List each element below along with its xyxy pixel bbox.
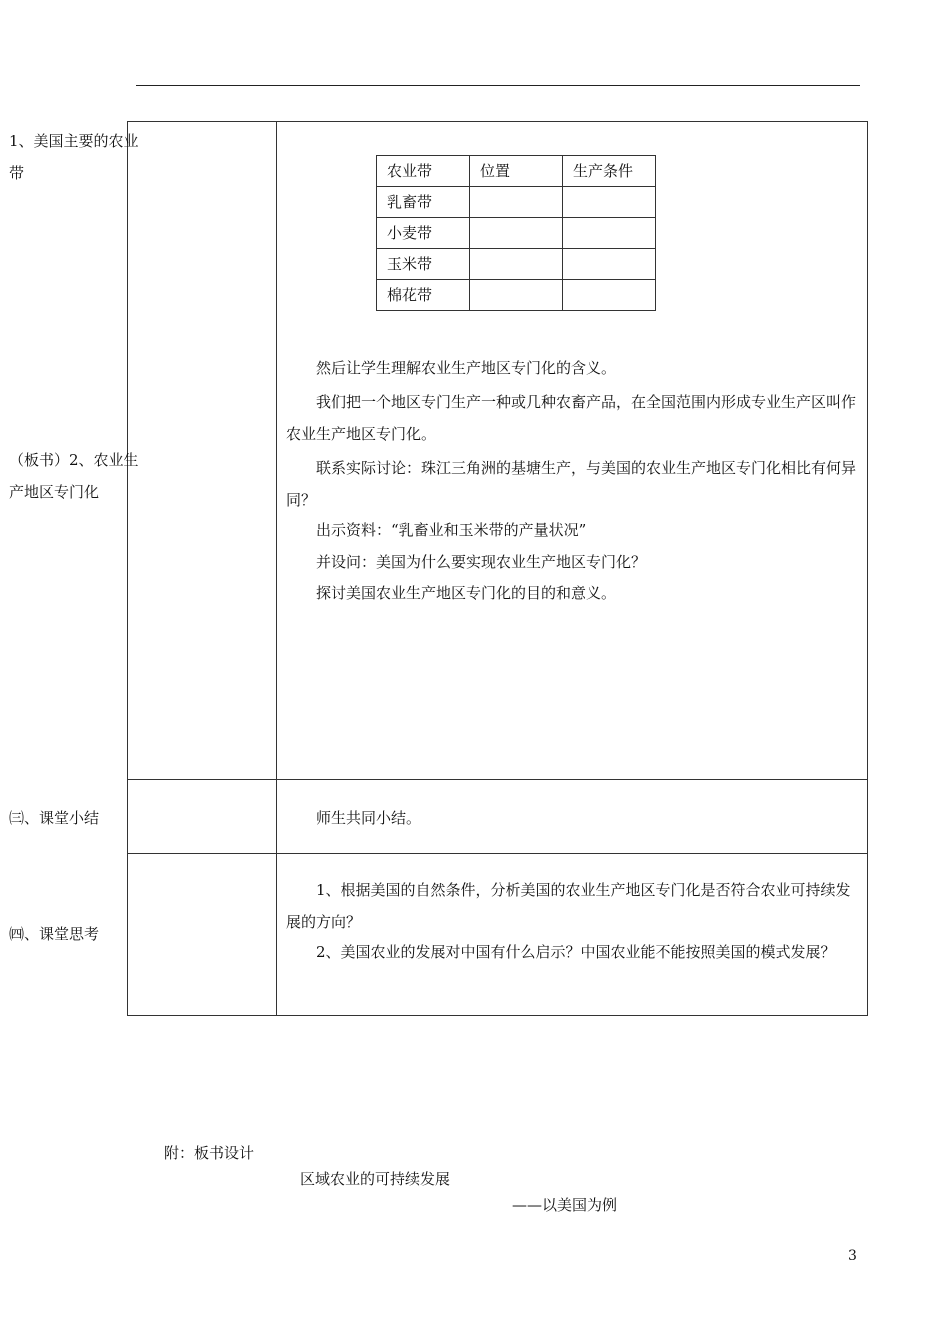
empty-cell [470,187,563,218]
belt-table-header-row [377,156,656,187]
belt-table-row [377,187,656,218]
empty-cell [563,187,656,218]
board-design-note: 附：板书设计 [164,1144,255,1162]
body-paragraph: 并设问：美国为什么要实现农业生产地区专门化？ [316,553,647,571]
board-design-title: 区域农业的可持续发展 [300,1170,451,1188]
belt-name-cell: 乳畜带 [377,187,470,218]
header-cell: 生产条件 [563,156,656,187]
empty-cell [470,280,563,311]
left-column-cell [128,854,277,1015]
belt-name-cell: 玉米带 [377,249,470,280]
body-paragraph: 我们把一个地区专门生产一种或几种农畜产品，在全国范围内形成专业生产区叫作农业生产地区专门化。 [286,393,857,443]
body-paragraph: 联系实际讨论：珠江三角洲的基塘生产，与美国的农业生产地区专门化相比有何异同？ [286,459,857,509]
section-label-agricultural-belts: 1、美国主要的农业带 [9,132,139,182]
summary-text: 师生共同小结。 [316,809,422,827]
thinking-question: 2、美国农业的发展对中国有什么启示？中国农业能不能按照美国的模式发展？ [316,943,836,961]
section-label-thinking: ㈣、课堂思考 [9,925,100,943]
agricultural-belt-table [376,155,656,311]
section-label-summary: ㈢、课堂小结 [9,809,100,827]
belt-table-row [377,249,656,280]
thinking-question: 1、根据美国的自然条件，分析美国的农业生产地区专门化是否符合农业可持续发展的方向？ [286,881,851,931]
belt-table-row [377,280,656,311]
section-label-specialization: （板书）2、农业生产地区专门化 [9,451,139,501]
left-column-cell [128,780,277,853]
empty-cell [563,249,656,280]
header-cell: 农业带 [377,156,470,187]
page-number: 3 [848,1248,857,1264]
header-cell: 位置 [470,156,563,187]
body-paragraph: 然后让学生理解农业生产地区专门化的含义。 [316,359,617,377]
left-column-cell [128,122,277,779]
header-rule [136,85,860,86]
belt-name-cell: 棉花带 [377,280,470,311]
board-design-subtitle: ——以美国为例 [512,1196,618,1214]
body-paragraph: 出示资料：“乳畜业和玉米带的产量状况” [316,521,587,539]
body-paragraph: 探讨美国农业生产地区专门化的目的和意义。 [316,584,617,602]
empty-cell [470,249,563,280]
empty-cell [563,218,656,249]
empty-cell [563,280,656,311]
empty-cell [470,218,563,249]
belt-name-cell: 小麦带 [377,218,470,249]
belt-table-row [377,218,656,249]
